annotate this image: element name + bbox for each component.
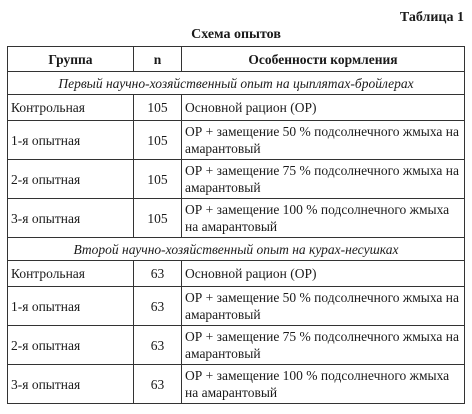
group-cell: Контрольная bbox=[8, 95, 134, 121]
section-title: Первый научно-хозяйственный опыт на цыплятах-бройлерах bbox=[8, 72, 465, 95]
table-row bbox=[8, 121, 465, 160]
table-row bbox=[8, 160, 465, 199]
header-n: n bbox=[134, 47, 182, 72]
feeding-cell: ОР + замещение 75 % подсолнечного жмыха на амарантовый bbox=[182, 326, 465, 365]
feeding-cell: ОР + замещение 50 % подсолнечного жмыха на амарантовый bbox=[182, 287, 465, 326]
section-row bbox=[8, 238, 465, 261]
header-group: Группа bbox=[8, 47, 134, 72]
n-cell: 63 bbox=[134, 261, 182, 287]
header-feeding: Особенности кормления bbox=[182, 47, 465, 72]
table-row bbox=[8, 287, 465, 326]
n-cell: 105 bbox=[134, 121, 182, 160]
n-cell: 105 bbox=[134, 199, 182, 238]
section-title: Второй научно-хозяйственный опыт на курах-несушках bbox=[8, 238, 465, 261]
section-row bbox=[8, 72, 465, 95]
n-cell: 63 bbox=[134, 365, 182, 404]
table-row bbox=[8, 95, 465, 121]
group-cell: 2-я опытная bbox=[8, 160, 134, 199]
experiment-scheme-table bbox=[7, 46, 465, 404]
table-row bbox=[8, 326, 465, 365]
table-row bbox=[8, 261, 465, 287]
n-cell: 63 bbox=[134, 287, 182, 326]
feeding-cell: ОР + замещение 75 % подсолнечного жмыха на амарантовый bbox=[182, 160, 465, 199]
n-cell: 105 bbox=[134, 160, 182, 199]
group-cell: 2-я опытная bbox=[8, 326, 134, 365]
feeding-cell: ОР + замещение 100 % подсолнечного жмыха на амарантовый bbox=[182, 199, 465, 238]
group-cell: 1-я опытная bbox=[8, 287, 134, 326]
table-row bbox=[8, 199, 465, 238]
feeding-cell: ОР + замещение 100 % подсолнечного жмыха на амарантовый bbox=[182, 365, 465, 404]
group-cell: 3-я опытная bbox=[8, 199, 134, 238]
feeding-cell: Основной рацион (ОР) bbox=[182, 95, 465, 121]
header-row bbox=[8, 47, 465, 72]
feeding-cell: Основной рацион (ОР) bbox=[182, 261, 465, 287]
table-row bbox=[8, 365, 465, 404]
group-cell: Контрольная bbox=[8, 261, 134, 287]
n-cell: 105 bbox=[134, 95, 182, 121]
group-cell: 3-я опытная bbox=[8, 365, 134, 404]
table-number: Таблица 1 bbox=[399, 10, 464, 25]
n-cell: 63 bbox=[134, 326, 182, 365]
feeding-cell: ОР + замещение 50 % подсолнечного жмыха на амарантовый bbox=[182, 121, 465, 160]
group-cell: 1-я опытная bbox=[8, 121, 134, 160]
table-caption: Схема опытов bbox=[191, 27, 281, 42]
